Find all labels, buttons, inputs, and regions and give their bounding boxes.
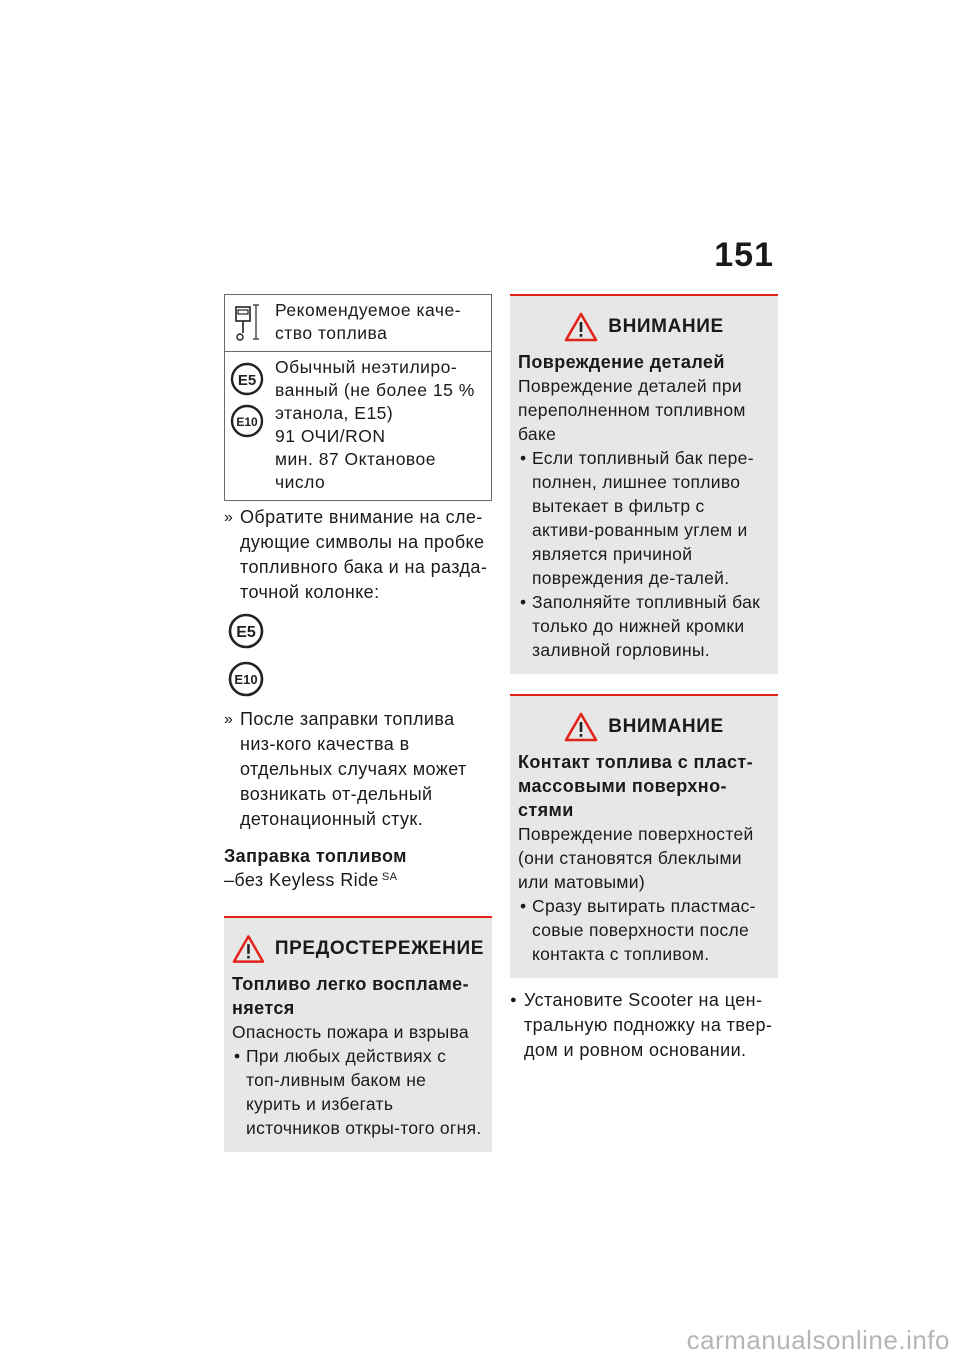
e5-badge-icon (230, 362, 264, 396)
watermark-link[interactable]: carmanualsonline.info (686, 1325, 950, 1355)
e10-badge-icon (228, 661, 264, 697)
notice-attention-parts (510, 294, 778, 674)
notice-text: Повреждение деталей при переполненном топливном баке (518, 376, 746, 444)
fuel-table-row-recommended (225, 295, 491, 351)
warning-triangle-icon (232, 934, 265, 964)
svg-text:E5: E5 (237, 372, 257, 389)
page-number: 151 (714, 236, 774, 274)
left-column (224, 294, 492, 1152)
svg-text:E5: E5 (236, 624, 256, 641)
step-place-on-stand: ● Установите Scooter на цен-тральную подножку на твер-дом и ровном основании. (510, 988, 778, 1063)
fuel-table-row-grade (225, 351, 491, 500)
step-marker: » (224, 711, 234, 728)
notice-bullet: • Сразу вытирать пластмас-совые поверхности после контакта с топливом. (518, 894, 770, 966)
notice-text: Повреждение поверхностей (они становятся блеклыми или матовыми) (518, 824, 754, 892)
notice-label: ПРЕДОСТЕРЕЖЕНИЕ (274, 938, 484, 959)
notice-bullet: • Если топливный бак пере-полнен, лишнее топливо вытекает в фильтр с активи-рованным углем и является причиной повреждения де-талей. (518, 446, 770, 590)
sa-superscript: SA (381, 871, 398, 883)
e10-badge-icon (230, 404, 264, 438)
warning-triangle-icon (564, 312, 598, 342)
fuel-quality-table (224, 294, 492, 501)
svg-text:E10: E10 (236, 415, 258, 429)
notice-text: Опасность пожара и взрыва (232, 1022, 469, 1042)
notice-attention-plastic (510, 694, 778, 978)
notice-title: Повреждение деталей (518, 352, 725, 372)
fuel-symbol-icons (228, 613, 492, 697)
section-heading-refuel: Заправка топливом (224, 846, 407, 866)
step-marker: » (224, 509, 234, 526)
step-check-symbols: » Обратите внимание на сле-дующие символы на пробке топливного бака и на разда-точной колонке: (224, 507, 488, 602)
notice-label: ВНИМАНИЕ (608, 316, 724, 337)
section-subheading: –без Keyless Ride $^{SA}$ (224, 870, 398, 890)
notice-title: Топливо легко воспламе-няется (232, 974, 469, 1018)
notice-title: Контакт топлива с пласт-массовыми поверхно-стями (518, 752, 754, 820)
notice-caution (224, 916, 492, 1152)
notice-bullet: • При любых действиях с топ-ливным баком не курить и избегать источников откры-того огня. (232, 1044, 484, 1140)
fuel-recommended-label: Рекомендуемое каче-ство топлива (275, 300, 462, 343)
right-column (510, 294, 778, 1063)
fuel-pump-icon (232, 301, 262, 343)
step-after-refuel: » После заправки топлива низ-кого качества в отдельных случаях может возникать от-дельный детонационный стук. (224, 709, 467, 829)
fuel-grade-description: Обычный неэтилиро- ванный (не более 15 % этанола, E15) 91 ОЧИ/RON мин. 87 Октановое число (275, 357, 475, 492)
notice-label: ВНИМАНИЕ (608, 716, 724, 737)
e5-badge-icon (228, 613, 264, 649)
warning-triangle-icon (564, 712, 598, 742)
svg-text:E10: E10 (234, 672, 258, 687)
notice-bullet: • Заполняйте топливный бак только до нижней кромки заливной горловины. (518, 590, 770, 662)
